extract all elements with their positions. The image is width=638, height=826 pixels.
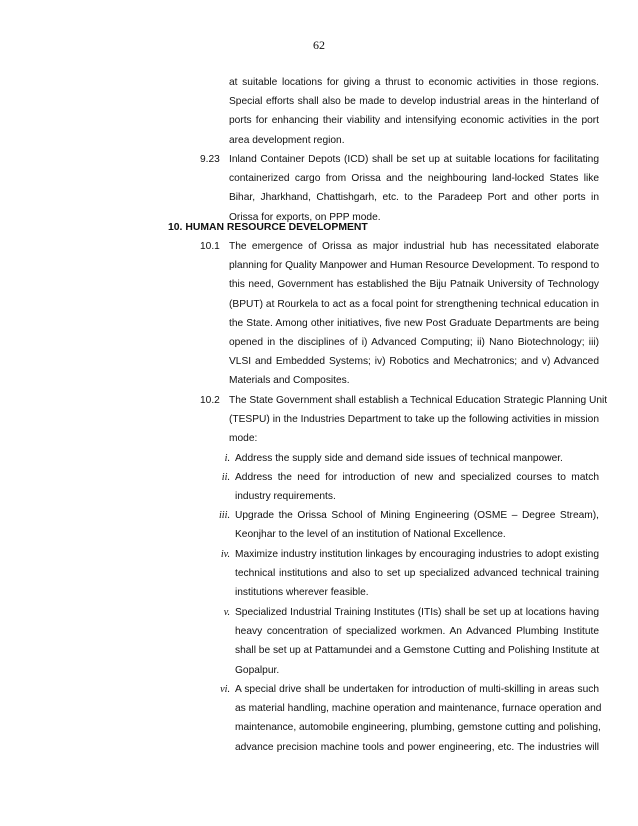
- text-line: Address the supply side and demand side issues of technical manpower.: [235, 453, 563, 464]
- text-line: opened in the disciplines of i) Advanced Computing; ii) Nano Biotechnology; iii): [229, 337, 599, 349]
- item-numeral: iv.: [220, 549, 230, 560]
- text-line: mode:: [229, 433, 258, 445]
- item-numeral: v.: [223, 607, 230, 618]
- text-line: institutions wherever feasible.: [235, 587, 369, 599]
- text-line: area development region.: [229, 134, 345, 146]
- text-line: the State. Among other initiatives, five new Post Graduate Departments are being: [229, 317, 599, 329]
- paragraph-10-1: [229, 237, 599, 391]
- text-line: VLSI and Embedded Systems; iv) Robotics and Mechatronics; and v) Advanced: [229, 356, 599, 368]
- text-line: containerized cargo from Orissa and the neighbouring land-locked States like: [229, 173, 599, 185]
- item-numeral: ii.: [221, 472, 230, 483]
- item-numeral: iii.: [218, 510, 230, 521]
- paragraph-number: 10.2: [200, 395, 220, 406]
- text-line: as material handling, machine operation and maintenance, furnace operation and: [235, 703, 602, 715]
- list-item: [235, 468, 599, 506]
- text-line: ports for enhancing their viability and intensifying economic activities in the port: [229, 115, 599, 127]
- text-line: at suitable locations for giving a thrust to economic activities in those regions.: [229, 77, 599, 88]
- text-line: Address the need for introduction of new and specialized courses to match: [235, 472, 599, 483]
- section-heading: 10. HUMAN RESOURCE DEVELOPMENT: [168, 222, 368, 233]
- text-line: (BPUT) at Rourkela to act as a focal point for strengthening technical education in: [229, 298, 599, 310]
- paragraph-10-2: [229, 391, 608, 449]
- text-line: advance precision machine tools and power engineering, etc. The industries will: [235, 741, 599, 753]
- text-line: A special drive shall be undertaken for introduction of multi-skilling in areas such: [235, 684, 599, 695]
- text-line: maintenance, automobile engineering, plumbing, gemstone cutting and polishing,: [235, 722, 601, 734]
- text-line: heavy concentration of specialized workmen. An Advanced Plumbing Institute: [235, 626, 599, 638]
- list-item: [235, 603, 599, 680]
- paragraph-number: 10.1: [200, 241, 220, 252]
- text-line: Orissa for exports, on PPP mode.: [229, 211, 381, 223]
- list-item: [235, 506, 599, 544]
- list-item: [235, 545, 599, 603]
- text-line: (TESPU) in the Industries Department to take up the following activities in mission: [229, 414, 599, 426]
- text-line: planning for Quality Manpower and Human Resource Development. To respond to: [229, 260, 600, 272]
- text-line: Special efforts shall also be made to develop industrial areas in the hinterland of: [229, 96, 599, 108]
- text-line: technical institutions and also to set up specialized advanced technical training: [235, 568, 599, 580]
- paragraph-9-23: [229, 150, 599, 227]
- list-item: [235, 680, 602, 757]
- text-line: this need, Government has established the Biju Patnaik University of Technology: [229, 279, 599, 291]
- text-line: Specialized Industrial Training Institutes (ITIs) shall be set up at locations having: [235, 607, 599, 618]
- item-numeral: i.: [224, 453, 230, 464]
- intro-paragraph: [229, 73, 599, 150]
- list-item: [235, 449, 599, 468]
- text-line: Maximize industry institution linkages by encouraging industries to adopt existing: [235, 549, 599, 560]
- text-line: The State Government shall establish a Technical Education Strategic Planning Unit: [229, 395, 608, 406]
- text-line: Materials and Composites.: [229, 375, 350, 387]
- text-line: Keonjhar to the level of an institution of National Excellence.: [235, 529, 506, 541]
- text-line: Inland Container Depots (ICD) shall be set up at suitable locations for facilitating: [229, 154, 599, 165]
- paragraph-number: 9.23: [200, 154, 220, 165]
- page-number: 62: [313, 38, 325, 52]
- text-line: Bihar, Jharkhand, Chattishgarh, etc. to the Paradeep Port and other ports in: [229, 192, 599, 204]
- text-line: The emergence of Orissa as major industrial hub has necessitated elaborate: [229, 241, 599, 252]
- text-line: industry requirements.: [235, 491, 336, 503]
- text-line: Upgrade the Orissa School of Mining Engineering (OSME – Degree Stream),: [235, 510, 599, 521]
- item-numeral: vi.: [220, 684, 230, 695]
- text-line: Gopalpur.: [235, 664, 280, 676]
- text-line: shall be set up at Pattamundei and a Gemstone Cutting and Polishing Institute at: [235, 645, 600, 657]
